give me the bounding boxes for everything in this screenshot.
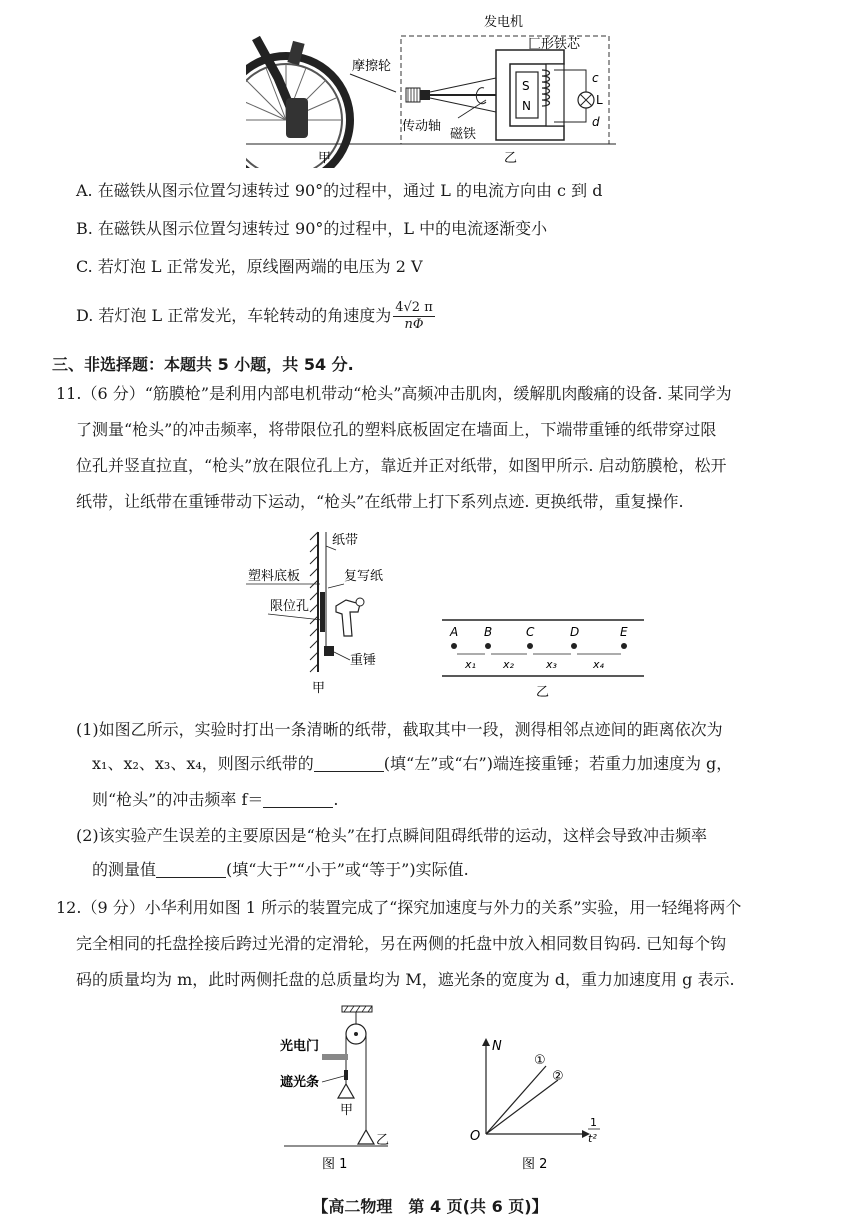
shading-strip — [344, 1070, 348, 1080]
q12-figure-1 — [278, 1004, 398, 1176]
line-1-label: ① — [534, 1053, 546, 1068]
q11-p2-line-2b: (填“大于”“小于”或“等于”)实际值. — [226, 860, 469, 879]
weight-block — [324, 646, 334, 656]
segment-label: x₁ — [465, 658, 476, 671]
terminal-d-label: d — [592, 115, 600, 129]
magnet-n-label: N — [522, 99, 531, 113]
tape-point-label: B — [484, 625, 493, 639]
q11-line-2: 了测量“枪头”的冲击频率，将带限位孔的塑料底板固定在墙面上，下端带重锤的纸带穿过限 — [76, 420, 717, 439]
q11-p1-line-2b: (填“左”或“右”)端连接重锤；若重力加速度为 g， — [383, 754, 733, 773]
tape-point-label: E — [620, 625, 628, 639]
q11-figure-yi — [440, 614, 646, 700]
tape-point-label: C — [526, 625, 535, 639]
bicycle-wheel-graphic — [246, 38, 350, 168]
tray-jia-label: 甲 — [340, 1103, 354, 1118]
q11-p1-line-1: (1)如图乙所示，实验时打出一条清晰的纸带，截取其中一段，测得相邻点迹间的距离依次为 — [76, 720, 723, 739]
q11-p2-line-2 — [92, 852, 469, 888]
magnet-label: 磁铁 — [450, 127, 477, 142]
answer-blank-frequency[interactable] — [263, 789, 333, 808]
tape-dot — [451, 643, 457, 649]
section-heading: 三、非选择题：本题共 5 小题，共 54 分. — [52, 355, 354, 374]
q11-line-3: 位孔并竖直拉直，“枪头”放在限位孔上方，靠近并正对纸带，如图甲所示. 启动筋膜枪，松开 — [76, 456, 727, 475]
photogate-label: 光电门 — [280, 1039, 320, 1054]
q11-p1-line-3b: . — [333, 790, 339, 809]
lamp-l-label: L — [596, 93, 603, 107]
option-d-fraction — [393, 300, 435, 333]
figure-2-caption: 图 2 — [522, 1157, 548, 1172]
tape-point-label: D — [570, 625, 580, 639]
fraction-numerator: 4√2 π — [395, 300, 433, 315]
generator-title: 发电机 — [484, 15, 524, 30]
generator-figure — [246, 8, 626, 168]
option-d — [76, 300, 435, 333]
line-2-label: ② — [552, 1069, 564, 1084]
tape-dot — [621, 643, 627, 649]
q11-p2-line-2a: 的测量值 — [92, 860, 157, 879]
tape-dot — [571, 643, 577, 649]
q11-p1-line-2 — [92, 746, 732, 782]
option-a: A. 在磁铁从图示位置匀速转过 90°的过程中，通过 L 的电流方向由 c 到 d — [76, 181, 603, 200]
x-axis-denominator: t² — [588, 1132, 597, 1145]
plate-label: 塑料底板 — [248, 569, 301, 584]
figure-yi-caption: 乙 — [536, 685, 550, 700]
q12-line-3: 码的质量均为 m，此时两侧托盘的总质量均为 M，遮光条的宽度为 d，重力加速度用 g 表示. — [76, 970, 735, 989]
q11-line-4: 纸带，让纸带在重锤带动下运动，“枪头”在纸带上打下系列点迹. 更换纸带，重复操作. — [76, 492, 684, 511]
q11-p1-line-3a: 则“枪头”的冲击频率 f＝ — [92, 790, 264, 809]
limit-hole-label: 限位孔 — [270, 599, 310, 614]
shaft-label: 传动轴 — [402, 119, 442, 134]
q12-line-1: 12.（9 分）小华利用如图 1 所示的装置完成了“探究加速度与外力的关系”实验，用一轻绳将两个 — [56, 898, 742, 917]
q12-figure-2 — [462, 1036, 612, 1176]
figure-yi-label: 乙 — [504, 151, 518, 166]
y-axis-label: N — [492, 1039, 502, 1054]
figure-jia-label: 甲 — [318, 151, 332, 166]
tape-dot — [485, 643, 491, 649]
page-footer: 【高二物理 第 4 页(共 6 页)】 — [312, 1197, 548, 1216]
tape-dot — [527, 643, 533, 649]
tray-yi-label: 乙 — [376, 1133, 390, 1148]
weight-label: 重锤 — [350, 653, 377, 668]
shading-strip-label: 遮光条 — [280, 1075, 320, 1090]
answer-blank-comparison[interactable] — [156, 859, 226, 878]
graph-line-2 — [486, 1080, 558, 1134]
magnet-s-label: S — [522, 79, 530, 93]
option-c: C. 若灯泡 L 正常发光，原线圈两端的电压为 2 V — [76, 257, 423, 276]
massage-gun-icon — [336, 600, 360, 636]
q11-p1-line-2a: x₁、x₂、x₃、x₄，则图示纸带的 — [92, 754, 314, 773]
x-axis-numerator: 1 — [590, 1116, 597, 1129]
origin-label: O — [470, 1129, 481, 1144]
photogate-bar — [322, 1054, 348, 1060]
graph-line-1 — [486, 1066, 546, 1134]
q11-figure-jia — [240, 528, 400, 696]
option-b: B. 在磁铁从图示位置匀速转过 90°的过程中，L 中的电流逐渐变小 — [76, 219, 548, 238]
segment-label: x₃ — [546, 658, 557, 671]
option-d-text: D. 若灯泡 L 正常发光，车轮转动的角速度为 — [76, 306, 392, 325]
figure-1-caption: 图 1 — [322, 1157, 348, 1172]
carbon-paper-label: 复写纸 — [344, 569, 384, 584]
segment-label: x₂ — [503, 658, 514, 671]
q11-p2-line-1: (2)该实验产生误差的主要原因是“枪头”在打点瞬间阻碍纸带的运动，这样会导致冲击频率 — [76, 826, 708, 845]
terminal-c-label: c — [592, 71, 599, 85]
fraction-denominator: nΦ — [404, 317, 424, 332]
q12-line-2: 完全相同的托盘拴接后跨过光滑的定滑轮，另在两侧的托盘中放入相同数目钩码. 已知每个钩 — [76, 934, 727, 953]
segment-label: x₄ — [593, 658, 604, 671]
tape-point-label: A — [450, 625, 459, 639]
tape-label: 纸带 — [332, 533, 359, 548]
core-label: 匚形铁芯 — [528, 37, 581, 52]
figure-jia-caption: 甲 — [312, 681, 326, 696]
q11-p1-line-3 — [92, 782, 338, 818]
answer-blank-end[interactable] — [314, 753, 384, 772]
q11-line-1: 11.（6 分）“筋膜枪”是利用内部电机带动“枪头”高频冲击肌肉，缓解肌肉酸痛的设备. 某同学为 — [56, 384, 732, 403]
friction-wheel-label: 摩擦轮 — [352, 59, 392, 74]
